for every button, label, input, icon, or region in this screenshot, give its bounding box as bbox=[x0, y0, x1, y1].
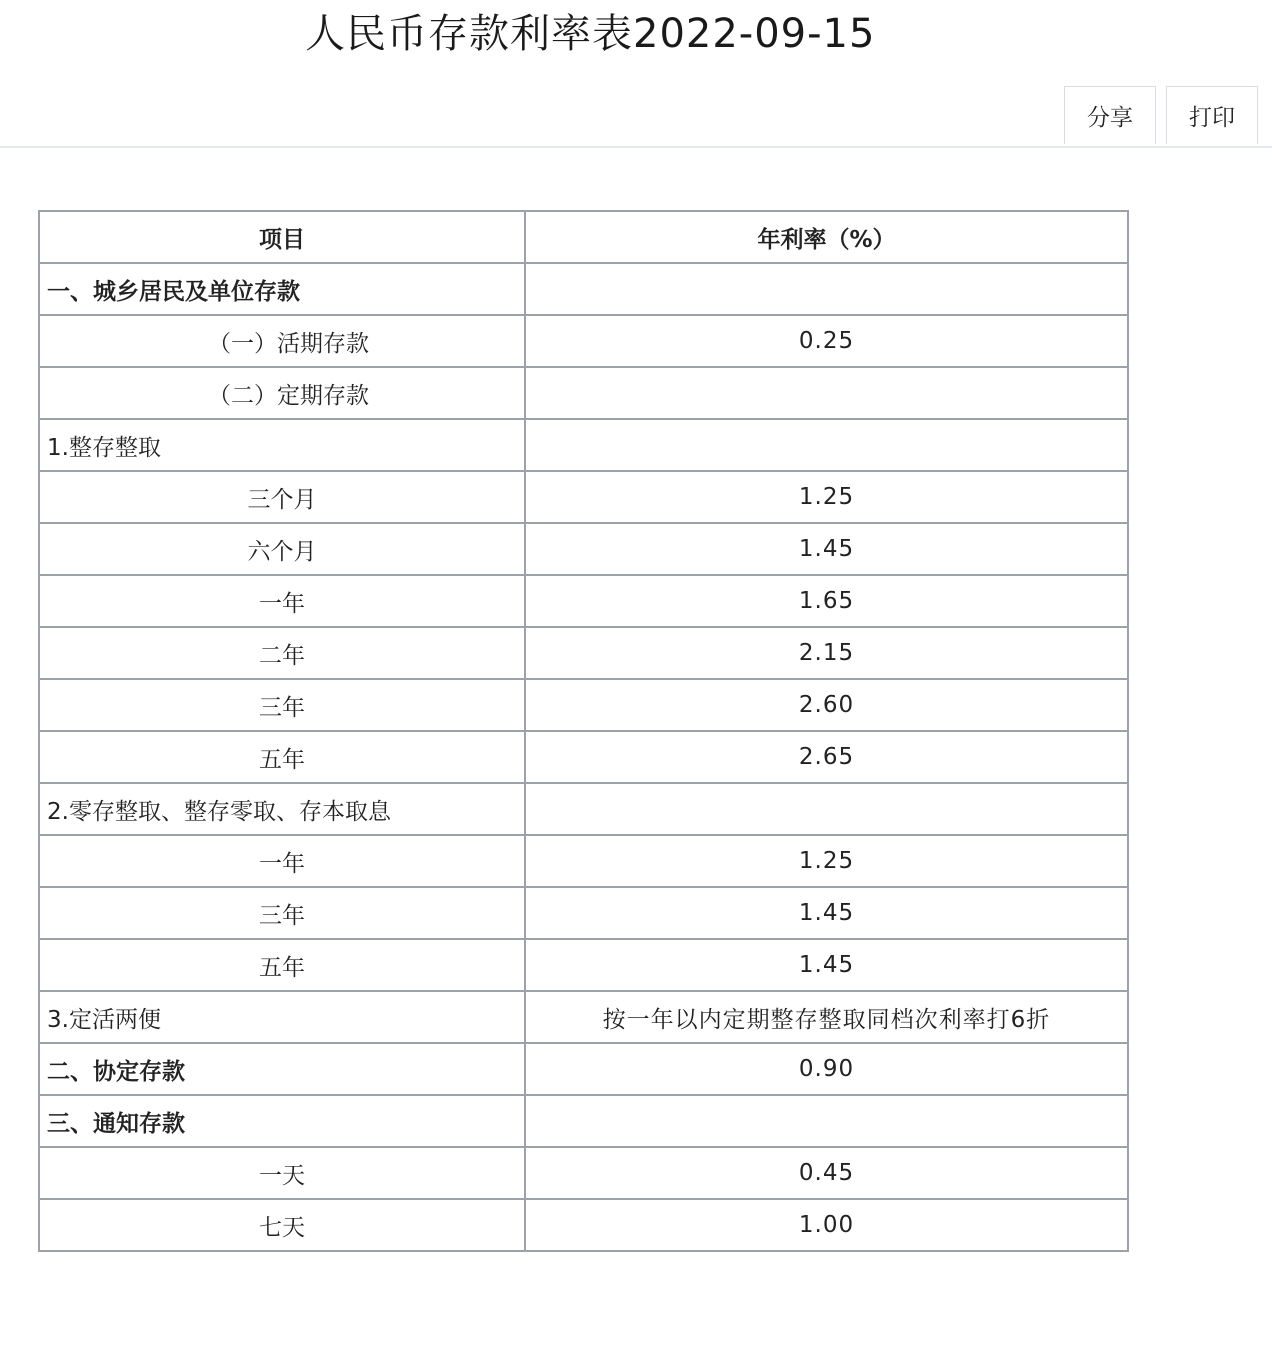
table-row bbox=[39, 263, 1128, 315]
term-cell: 六个月 bbox=[39, 523, 525, 575]
table-row bbox=[39, 1147, 1128, 1199]
table-row bbox=[39, 1043, 1128, 1095]
table-row bbox=[39, 315, 1128, 367]
subsection-label: 3.定活两便 bbox=[39, 991, 525, 1043]
table-row bbox=[39, 471, 1128, 523]
table-row bbox=[39, 1199, 1128, 1251]
page-header bbox=[0, 0, 1272, 148]
rate-cell: 2.15 bbox=[525, 627, 1128, 679]
table-row bbox=[39, 419, 1128, 471]
column-header-rate: 年利率（%） bbox=[525, 211, 1128, 263]
rate-cell: 1.25 bbox=[525, 835, 1128, 887]
table-row bbox=[39, 887, 1128, 939]
subsection-label: 2.零存整取、整存零取、存本取息 bbox=[39, 783, 525, 835]
table-row bbox=[39, 1095, 1128, 1147]
section-label: 三、通知存款 bbox=[39, 1095, 525, 1147]
term-cell: 一年 bbox=[39, 835, 525, 887]
rate-note-cell: 按一年以内定期整存整取同档次利率打6折 bbox=[525, 991, 1128, 1043]
table-row bbox=[39, 991, 1128, 1043]
rate-cell bbox=[525, 367, 1128, 419]
rate-cell: 0.45 bbox=[525, 1147, 1128, 1199]
table-row bbox=[39, 679, 1128, 731]
table-row bbox=[39, 575, 1128, 627]
rate-cell: 1.45 bbox=[525, 887, 1128, 939]
table-row bbox=[39, 523, 1128, 575]
table-row bbox=[39, 939, 1128, 991]
term-cell: 三个月 bbox=[39, 471, 525, 523]
table-row bbox=[39, 367, 1128, 419]
item-cell: （二）定期存款 bbox=[39, 367, 525, 419]
share-button[interactable]: 分享 bbox=[1064, 86, 1156, 144]
column-header-item: 项目 bbox=[39, 211, 525, 263]
table-row bbox=[39, 835, 1128, 887]
table-row bbox=[39, 783, 1128, 835]
rate-cell: 1.65 bbox=[525, 575, 1128, 627]
item-cell: （一）活期存款 bbox=[39, 315, 525, 367]
rate-cell bbox=[525, 263, 1128, 315]
rate-cell: 1.45 bbox=[525, 939, 1128, 991]
rate-cell: 1.25 bbox=[525, 471, 1128, 523]
print-button[interactable]: 打印 bbox=[1166, 86, 1258, 144]
table-row bbox=[39, 627, 1128, 679]
rate-cell bbox=[525, 419, 1128, 471]
section-label: 一、城乡居民及单位存款 bbox=[39, 263, 525, 315]
rate-cell: 0.90 bbox=[525, 1043, 1128, 1095]
table-row bbox=[39, 731, 1128, 783]
subsection-label: 1.整存整取 bbox=[39, 419, 525, 471]
term-cell: 五年 bbox=[39, 731, 525, 783]
rate-cell: 1.45 bbox=[525, 523, 1128, 575]
term-cell: 一年 bbox=[39, 575, 525, 627]
rate-cell bbox=[525, 1095, 1128, 1147]
rate-cell: 2.60 bbox=[525, 679, 1128, 731]
rate-cell bbox=[525, 783, 1128, 835]
term-cell: 一天 bbox=[39, 1147, 525, 1199]
page-title: 人民币存款利率表2022-09-15 bbox=[305, 11, 876, 57]
term-cell: 二年 bbox=[39, 627, 525, 679]
deposit-rate-table bbox=[38, 210, 1129, 1252]
term-cell: 三年 bbox=[39, 887, 525, 939]
rate-cell: 1.00 bbox=[525, 1199, 1128, 1251]
section-label: 二、协定存款 bbox=[39, 1043, 525, 1095]
term-cell: 三年 bbox=[39, 679, 525, 731]
term-cell: 五年 bbox=[39, 939, 525, 991]
rate-cell: 2.65 bbox=[525, 731, 1128, 783]
table-header-row bbox=[39, 211, 1128, 263]
rate-cell: 0.25 bbox=[525, 315, 1128, 367]
term-cell: 七天 bbox=[39, 1199, 525, 1251]
